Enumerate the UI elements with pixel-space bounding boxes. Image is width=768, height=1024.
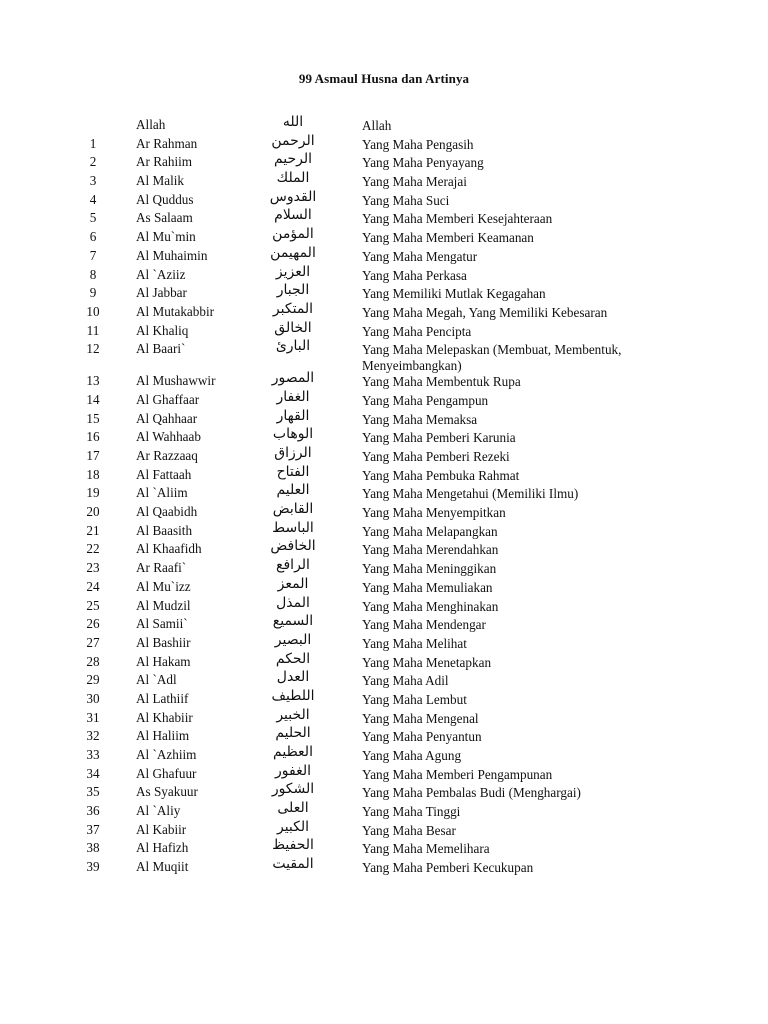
- latin-name: Al `Aliy: [136, 803, 181, 819]
- table-row: [0, 540, 768, 559]
- table-row: [0, 519, 768, 541]
- latin-name: Al Bashiir: [136, 634, 191, 650]
- row-number: 23: [86, 560, 100, 576]
- table-row: [0, 463, 768, 485]
- row-number: 1: [89, 135, 97, 151]
- table-row: [0, 447, 768, 466]
- meaning: Yang Maha Memaksa: [362, 411, 478, 427]
- latin-name: Al Ghafuur: [136, 765, 197, 781]
- latin-name: Al Ghaffaar: [136, 391, 200, 407]
- table-row: [0, 263, 768, 285]
- meaning: Yang Maha Agung: [362, 748, 462, 763]
- latin-name: Ar Raafi`: [136, 560, 187, 576]
- table-row: [0, 802, 768, 821]
- row-number: 34: [86, 765, 100, 781]
- meaning: Yang Maha Memuliakan: [362, 579, 493, 595]
- row-number: 13: [86, 373, 100, 389]
- arabic-name: القابض: [272, 501, 314, 518]
- arabic-name: الخافض: [270, 538, 316, 555]
- meaning: Yang Maha Melapangkan: [362, 523, 498, 539]
- meaning: Yang Maha Memberi Pengampunan: [362, 766, 553, 782]
- arabic-name: المؤمن: [272, 226, 314, 243]
- latin-name: Al Khaafidh: [136, 541, 202, 557]
- arabic-name: البصير: [274, 631, 312, 648]
- table-row: [0, 762, 768, 784]
- row-number: 22: [86, 541, 100, 557]
- latin-name: Al Mutakabbir: [136, 303, 215, 319]
- table-row: [0, 284, 768, 303]
- latin-name: Al Muqiit: [136, 859, 189, 875]
- latin-name: Ar Rahman: [136, 135, 198, 151]
- latin-name: Allah: [136, 117, 166, 132]
- table-row: [0, 559, 768, 578]
- latin-name: Al Baasith: [136, 522, 193, 538]
- latin-name: Al Quddus: [136, 191, 194, 207]
- latin-name: Al Khabiir: [136, 709, 193, 725]
- meaning: Yang Maha Memelihara: [362, 841, 490, 857]
- row-number: 24: [86, 578, 100, 594]
- meaning: Yang Maha Megah, Yang Memiliki Kebesaran: [362, 304, 608, 320]
- row-number: 5: [89, 210, 97, 226]
- table-row: [0, 783, 768, 802]
- table-row: [0, 671, 768, 690]
- meaning: Yang Maha Pemberi Karunia: [362, 430, 516, 446]
- meaning: Yang Maha Melihat: [362, 635, 467, 651]
- rows-container: [0, 132, 768, 877]
- row-number: 9: [89, 285, 97, 301]
- arabic-name: العلى: [277, 800, 309, 817]
- latin-name: Al `Adl: [136, 672, 177, 688]
- arabic-name: الوهاب: [272, 426, 314, 443]
- meaning: Yang Maha Lembut: [362, 691, 467, 707]
- meaning: Yang Maha Tinggi: [362, 804, 461, 820]
- table-row: [0, 650, 768, 672]
- latin-name: Al Hafizh: [136, 840, 189, 856]
- meaning: Allah: [362, 118, 392, 133]
- meaning: Yang Maha Pengasih: [362, 136, 474, 152]
- meaning: Yang Maha Mengenal: [362, 710, 479, 726]
- latin-name: Al Muhaimin: [136, 247, 208, 263]
- header-row: [0, 116, 768, 135]
- row-number: 36: [86, 803, 100, 819]
- row-number: 26: [86, 616, 100, 632]
- meaning: Yang Maha Penyayang: [362, 155, 484, 171]
- arabic-name: المهيمن: [270, 244, 316, 261]
- latin-name: Al Mudzil: [136, 597, 191, 613]
- row-number: 19: [86, 485, 100, 501]
- table-row: [0, 839, 768, 858]
- row-number: 12: [86, 341, 100, 357]
- table-row: [0, 575, 768, 597]
- table-row: [0, 172, 768, 191]
- latin-name: Al `Aziiz: [136, 266, 186, 282]
- arabic-name: المعز: [277, 575, 309, 592]
- table-row: [0, 631, 768, 653]
- arabic-name: الخالق: [274, 319, 312, 336]
- meaning: Yang Maha Pencipta: [362, 323, 472, 339]
- table-row: [0, 687, 768, 709]
- arabic-name: اللطيف: [271, 687, 315, 704]
- row-number: 7: [89, 247, 97, 263]
- arabic-name: الرحيم: [273, 151, 313, 168]
- latin-name: Al Malik: [136, 173, 184, 189]
- table-row: [0, 228, 768, 247]
- table-row: [0, 818, 768, 840]
- latin-name: Al Mushawwir: [136, 373, 216, 389]
- table-row: [0, 340, 768, 372]
- table-row: [0, 407, 768, 429]
- arabic-name: العليم: [276, 482, 310, 499]
- meaning: Yang Maha Pengampun: [362, 392, 489, 408]
- row-number: 27: [86, 634, 100, 650]
- table-row: [0, 484, 768, 503]
- meaning: Yang Maha Menetapkan: [362, 654, 492, 670]
- table-row: [0, 706, 768, 728]
- arabic-name: السلام: [274, 207, 312, 224]
- table-row: [0, 503, 768, 522]
- latin-name: Al Mu`izz: [136, 578, 191, 594]
- meaning: Yang Maha Melepaskan (Membuat, Membentuk, Menyeimbangkan): [362, 342, 622, 373]
- meaning: Yang Maha Pemberi Kecukupan: [362, 860, 534, 876]
- arabic-name: الغفور: [275, 762, 311, 779]
- table-row: [0, 244, 768, 266]
- arabic-name: الرافع: [276, 557, 310, 574]
- row-number: 11: [86, 322, 100, 338]
- latin-name: Al Hakam: [136, 653, 191, 669]
- row-number: 15: [86, 410, 100, 426]
- meaning: Yang Maha Merendahkan: [362, 542, 499, 558]
- arabic-name: البارئ: [275, 338, 311, 355]
- latin-name: Al Baari`: [136, 341, 186, 357]
- row-number: 20: [86, 504, 100, 520]
- table-row: [0, 300, 768, 322]
- latin-name: Ar Rahiim: [136, 154, 193, 170]
- table-row: [0, 188, 768, 210]
- latin-name: As Syakuur: [136, 784, 198, 800]
- arabic-name: المتكبر: [272, 300, 314, 317]
- latin-name: Al `Azhiim: [136, 747, 197, 762]
- row-number: 25: [86, 597, 100, 613]
- meaning: Yang Maha Menyempitkan: [362, 505, 506, 521]
- latin-name: Al Jabbar: [136, 285, 187, 301]
- arabic-name: المقيت: [272, 856, 314, 873]
- latin-name: Al Qahhaar: [136, 410, 198, 426]
- row-number: 32: [86, 728, 100, 744]
- table-row: [0, 319, 768, 341]
- table-row: [0, 132, 768, 154]
- latin-name: Al Kabiir: [136, 821, 187, 837]
- latin-name: Al Lathiif: [136, 690, 189, 706]
- row-number: 17: [86, 448, 100, 463]
- arabic-name: الحكم: [275, 650, 311, 667]
- row-number: 37: [86, 821, 100, 837]
- arabic-name: الله: [282, 114, 304, 130]
- row-number: 28: [86, 653, 100, 669]
- row-number: 30: [86, 690, 100, 706]
- latin-name: Al Fattaah: [136, 466, 192, 482]
- table-row: [0, 388, 768, 410]
- meaning: Yang Maha Merajai: [362, 174, 467, 190]
- meaning: Yang Maha Penyantun: [362, 729, 482, 745]
- row-number: 6: [89, 229, 97, 245]
- row-number: 21: [86, 522, 100, 538]
- arabic-name: الجبار: [276, 282, 310, 299]
- row-number: 38: [86, 840, 100, 856]
- arabic-name: الحفيظ: [272, 837, 314, 854]
- arabic-name: الخبير: [276, 706, 310, 723]
- meaning: Yang Maha Pemberi Rezeki: [362, 449, 510, 464]
- arabic-name: السميع: [272, 613, 314, 630]
- arabic-name: العدل: [276, 669, 310, 686]
- row-number: 18: [86, 466, 100, 482]
- meaning: Yang Maha Memberi Keamanan: [362, 230, 534, 246]
- row-number: 39: [86, 859, 100, 875]
- table-row: [0, 209, 768, 228]
- meaning: Yang Maha Meninggikan: [362, 561, 497, 577]
- meaning: Yang Maha Memberi Kesejahteraan: [362, 211, 553, 227]
- latin-name: Ar Razzaaq: [136, 448, 198, 463]
- table-row: [0, 727, 768, 746]
- latin-name: Al Haliim: [136, 728, 190, 744]
- arabic-name: الرحمن: [271, 132, 315, 149]
- meaning: Yang Maha Suci: [362, 192, 450, 208]
- table-row: [0, 153, 768, 172]
- arabic-name: الشكور: [271, 781, 315, 798]
- meaning: Yang Maha Membentuk Rupa: [362, 374, 521, 390]
- latin-name: Al Wahhaab: [136, 429, 201, 445]
- arabic-name: المصور: [271, 370, 315, 387]
- meaning: Yang Maha Mengetahui (Memiliki Ilmu): [362, 486, 579, 502]
- meaning: Yang Maha Mengatur: [362, 248, 478, 264]
- latin-name: As Salaam: [136, 210, 193, 226]
- meaning: Yang Maha Pembalas Budi (Menghargai): [362, 785, 581, 801]
- arabic-name: القدوس: [269, 188, 317, 205]
- arabic-name: الباسط: [272, 519, 314, 536]
- arabic-name: العزيز: [275, 263, 311, 280]
- arabic-name: الرزاق: [274, 445, 312, 461]
- arabic-name: العظيم: [273, 744, 313, 760]
- row-number: 29: [86, 672, 100, 688]
- row-number: 31: [86, 709, 100, 725]
- row-number: 14: [86, 391, 100, 407]
- row-number: 35: [86, 784, 100, 800]
- meaning: Yang Maha Menghinakan: [362, 598, 499, 614]
- table-row: [0, 372, 768, 391]
- names-table: [0, 116, 768, 877]
- latin-name: Al Qaabidh: [136, 504, 198, 520]
- meaning: Yang Maha Perkasa: [362, 267, 467, 283]
- table-row: [0, 428, 768, 447]
- table-row: [0, 615, 768, 634]
- arabic-name: الملك: [276, 170, 310, 187]
- meaning: Yang Maha Mendengar: [362, 617, 486, 633]
- row-number: 2: [89, 154, 97, 170]
- row-number: 33: [86, 747, 100, 762]
- table-row: [0, 858, 768, 877]
- arabic-name: القهار: [276, 407, 310, 424]
- row-number: 8: [89, 266, 97, 282]
- meaning: Yang Maha Pembuka Rahmat: [362, 467, 520, 483]
- latin-name: Al Samii`: [136, 616, 188, 632]
- arabic-name: الفتاح: [276, 463, 310, 480]
- table-row: [0, 594, 768, 616]
- arabic-name: الكبير: [276, 818, 310, 835]
- document-title: 99 Asmaul Husna dan Artinya: [298, 71, 470, 86]
- latin-name: Al Mu`min: [136, 229, 196, 245]
- meaning: Yang Memiliki Mutlak Kegagahan: [362, 286, 546, 302]
- table-row: [0, 746, 768, 765]
- meaning: Yang Maha Besar: [362, 822, 456, 838]
- row-number: 4: [89, 191, 97, 207]
- row-number: 10: [86, 303, 100, 319]
- arabic-name: المذل: [276, 594, 310, 611]
- row-number: 16: [86, 429, 100, 445]
- meaning: Yang Maha Adil: [362, 673, 449, 689]
- latin-name: Al `Aliim: [136, 485, 188, 501]
- arabic-name: الحليم: [275, 725, 311, 742]
- arabic-name: الغفار: [276, 388, 310, 405]
- latin-name: Al Khaliq: [136, 322, 189, 338]
- row-number: 3: [89, 173, 97, 189]
